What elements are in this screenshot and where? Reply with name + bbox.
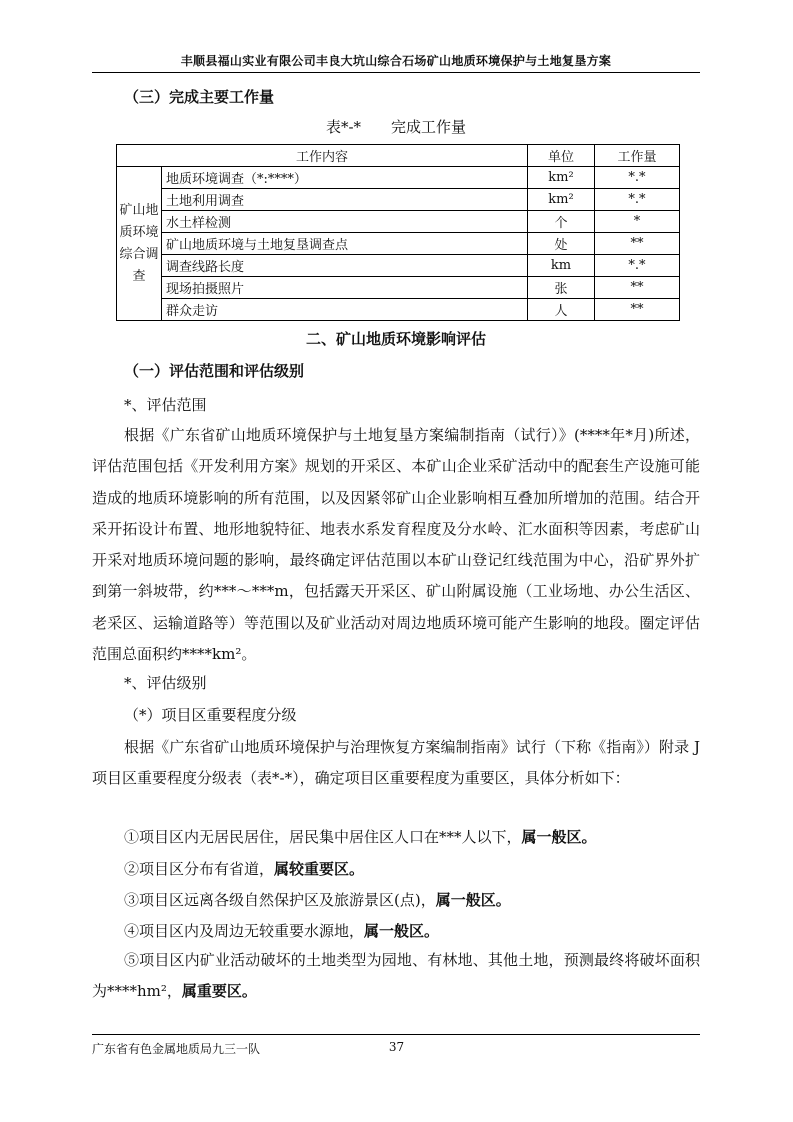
table-row [117, 277, 680, 299]
item-cell: 现场拍摄照片 [162, 277, 528, 299]
unit-cell: km² [528, 189, 595, 211]
column-header-amount: 工作量 [595, 145, 680, 167]
category-cell: 矿山地质环境综合调查 [117, 167, 162, 321]
footer-rule [92, 1034, 700, 1035]
table-row [117, 255, 680, 277]
unit-cell: km [528, 255, 595, 277]
section-heading-workload: （三）完成主要工作量 [124, 88, 275, 106]
unit-cell: 张 [528, 277, 595, 299]
item-cell: 水土样检测 [162, 211, 528, 233]
column-header-unit: 单位 [528, 145, 595, 167]
table-row [117, 233, 680, 255]
amount-cell: ** [595, 299, 680, 321]
list-item: ①项目区内无居民居住，居民集中居住区人口在***人以下，属一般区。 [124, 828, 597, 846]
table-row [117, 211, 680, 233]
item-cell: 群众走访 [162, 299, 528, 321]
footer-organization: 广东省有色金属地质局九三一队 [92, 1042, 261, 1056]
list-item: ②项目区分布有省道，属较重要区。 [124, 860, 365, 878]
subheading-level: *、评估级别 [124, 674, 207, 692]
workload-table [116, 144, 680, 321]
subheading-scope: *、评估范围 [124, 396, 207, 414]
page-header: 丰顺县福山实业有限公司丰良大坑山综合石场矿山地质环境保护与土地复垦方案 [180, 54, 612, 68]
section-heading-scope: （一）评估范围和评估级别 [124, 362, 305, 380]
table-row [117, 189, 680, 211]
paragraph-scope: 根据《广东省矿山地质环境保护与土地复垦方案编制指南（试行）》(****年*月)所述，评估范围包括《开发利用方案》规划的开采区、本矿山企业采矿活动中的配套生产设施可能造成的地质环境影响的所有范围，以及因紧邻矿山企业影响相互叠加所增加的范围。结合开采开拓设计布置、地形地貌特征、地表水系发育程度及分水岭、汇水面积等因素，考虑矿山开采对地质环境问题的影响，最终确定评估范围以本矿山登记红线范围为中心，沿矿界外扩到第一斜坡带，约***～***m，包括露天开采区、矿山附属设施（工业场地、办公生活区、老采区、运输道路等）等范围以及矿业活动对周边地质环境可能产生影响的地段。圈定评估范围总面积约****km²。 [92, 426, 700, 664]
list-item-conclusion: 属一般区。 [435, 891, 511, 909]
item-cell: 调查线路长度 [162, 255, 528, 277]
list-item: ④项目区内及周边无较重要水源地，属一般区。 [124, 922, 440, 940]
list-item-5: ⑤项目区内矿业活动破坏的土地类型为园地、有林地、其他土地，预测最终将破坏面积为****hm²，属重要区。 [92, 951, 700, 1001]
table-row [117, 167, 680, 189]
amount-cell: ** [595, 277, 680, 299]
list-item-conclusion: 属较重要区。 [274, 860, 365, 878]
item-cell: 土地利用调查 [162, 189, 528, 211]
amount-cell: *.* [595, 189, 680, 211]
amount-cell: ** [595, 233, 680, 255]
list-item-conclusion: 属一般区。 [364, 922, 440, 940]
header-rule [92, 72, 700, 73]
amount-cell: * [595, 211, 680, 233]
item-cell: 矿山地质环境与土地复垦调查点 [162, 233, 528, 255]
table-row [117, 299, 680, 321]
unit-cell: 处 [528, 233, 595, 255]
table-header-row [117, 145, 680, 167]
unit-cell: km² [528, 167, 595, 189]
subheading-importance: （*）项目区重要程度分级 [124, 706, 297, 724]
item-cell: 地质环境调查（*:****） [162, 167, 528, 189]
column-header-content: 工作内容 [117, 145, 528, 167]
unit-cell: 人 [528, 299, 595, 321]
list-item-conclusion: 属重要区。 [181, 982, 257, 1001]
unit-cell: 个 [528, 211, 595, 233]
amount-cell: *.* [595, 167, 680, 189]
page-number: 37 [388, 1040, 405, 1054]
table-caption: 表*-* 完成工作量 [325, 118, 467, 136]
list-item-conclusion: 属一般区。 [521, 828, 597, 846]
chapter-heading: 二、矿山地质环境影响评估 [305, 330, 486, 348]
list-item: ③项目区远离各级自然保护区及旅游景区(点)，属一般区。 [124, 891, 511, 909]
paragraph-importance: 根据《广东省矿山地质环境保护与治理恢复方案编制指南》试行（下称《指南》）附录 J 项目区重要程度分级表（表*-*），确定项目区重要程度为重要区，具体分析如下： [92, 738, 700, 788]
amount-cell: *.* [595, 255, 680, 277]
